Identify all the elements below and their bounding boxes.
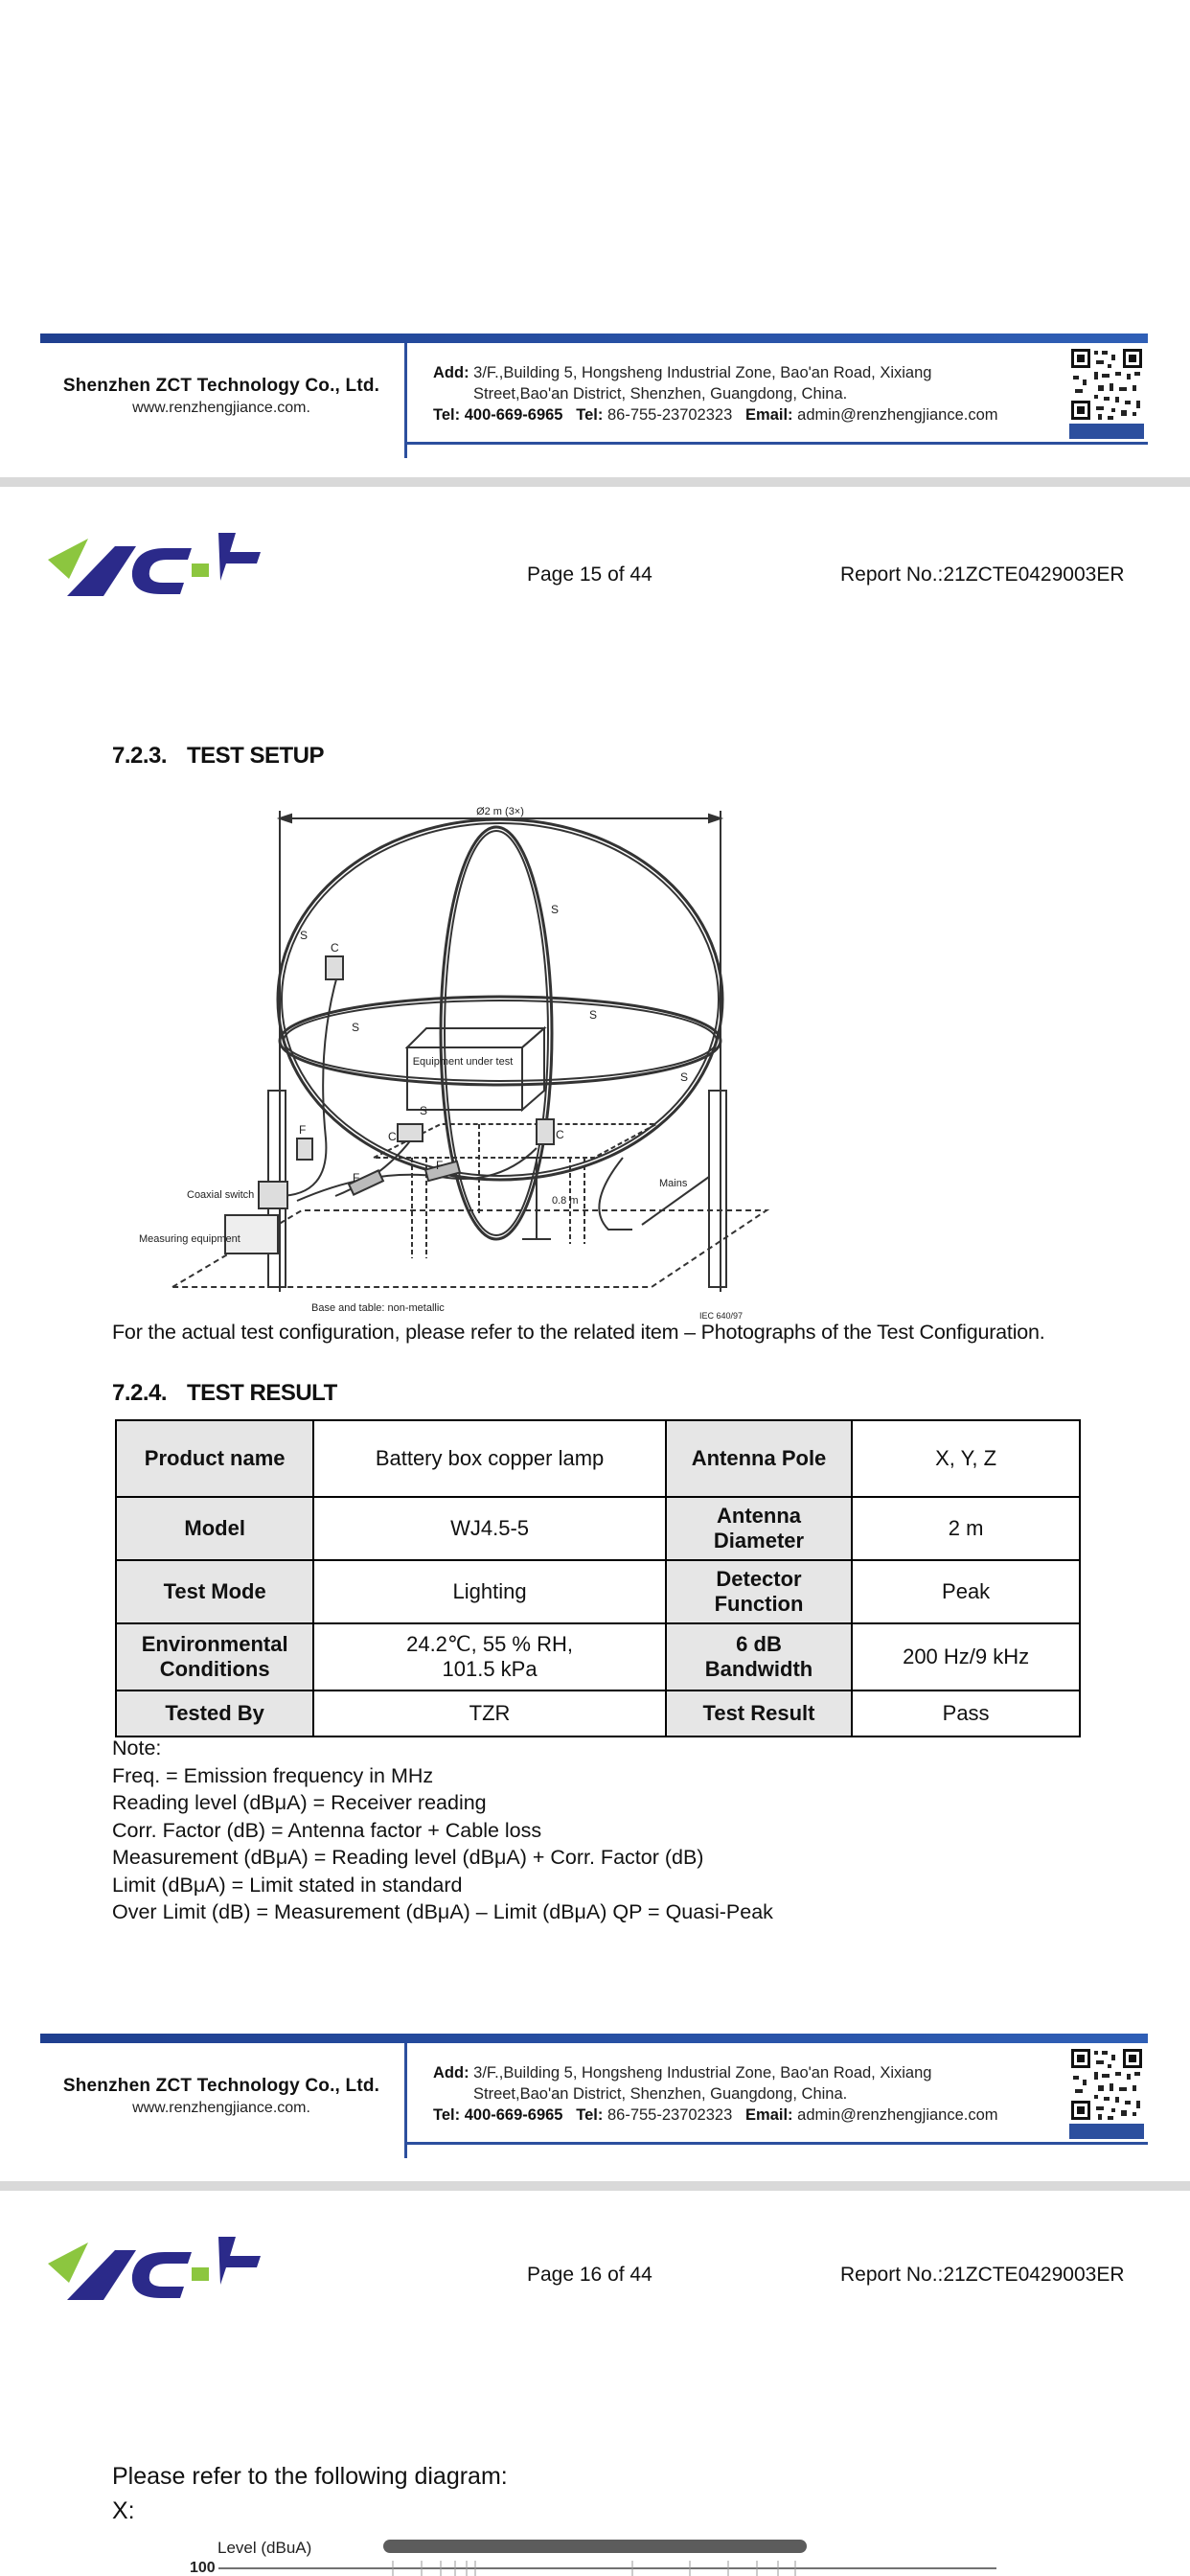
svg-text:C: C xyxy=(556,1128,564,1141)
tel-label-2: Tel: xyxy=(576,2106,604,2124)
svg-text:S: S xyxy=(589,1008,598,1022)
table-cell: Peak xyxy=(852,1560,1080,1623)
address-label: Add: xyxy=(433,2064,469,2082)
svg-text:S: S xyxy=(420,1104,428,1117)
company-name: Shenzhen ZCT Technology Co., Ltd. xyxy=(62,2076,380,2096)
section-number: 7.2.4. xyxy=(112,1380,168,1406)
note-line: Reading level (dBμA) = Receiver reading xyxy=(112,1791,487,1814)
measuring-equipment-label: Measuring equipment xyxy=(139,1233,240,1245)
zct-logo-icon xyxy=(48,525,263,613)
tel-2: 86-755-23702323 xyxy=(606,2106,733,2124)
table-cell: X, Y, Z xyxy=(852,1420,1080,1497)
page-footer xyxy=(40,2034,1148,2158)
test-setup-heading xyxy=(112,743,324,770)
home-indicator[interactable] xyxy=(383,2540,807,2553)
table-cell: 2 m xyxy=(852,1497,1080,1560)
table-cell: Battery box copper lamp xyxy=(313,1420,665,1497)
note-line: Corr. Factor (dB) = Antenna factor + Cable loss xyxy=(112,1818,542,1842)
table-cell: 24.2℃, 55 % RH, 101.5 kPa xyxy=(313,1623,665,1690)
base-label: Base and table: non-metallic xyxy=(311,1302,445,1314)
mains-label: Mains xyxy=(659,1178,688,1189)
table-row xyxy=(116,1420,1080,1497)
email: admin@renzhengjiance.com xyxy=(797,406,998,424)
report-number: Report No.:21ZCTE0429003ER xyxy=(840,2264,1125,2286)
table-cell: 200 Hz/9 kHz xyxy=(852,1623,1080,1690)
table-row xyxy=(116,1623,1080,1690)
footer-top-bar xyxy=(40,2034,1148,2043)
axis-x-label: X: xyxy=(112,2497,135,2524)
svg-text:C: C xyxy=(388,1130,397,1143)
footer-bottom-bar xyxy=(404,442,1148,445)
qr-code-icon xyxy=(1069,347,1144,439)
table-row xyxy=(116,1690,1080,1736)
table-cell: TZR xyxy=(313,1690,665,1736)
email-label: Email: xyxy=(745,406,793,424)
test-setup-diagram xyxy=(134,794,939,1330)
svg-text:S: S xyxy=(551,903,560,916)
table-cell: Test Mode xyxy=(116,1560,313,1623)
table-cell: 6 dB Bandwidth xyxy=(666,1623,852,1690)
footer-divider xyxy=(404,343,407,458)
address-line-1: 3/F.,Building 5, Hongsheng Industrial Zone, Bao'an Road, Xixiang xyxy=(473,364,932,381)
table-cell: Tested By xyxy=(116,1690,313,1736)
setup-note: For the actual test configuration, please refer to the related item – Photographs of the Test Configuration. xyxy=(112,1321,1045,1344)
footer-top-bar xyxy=(40,334,1148,343)
table-cell: Product name xyxy=(116,1420,313,1497)
chart-ymax: 100 xyxy=(190,2560,216,2576)
footer-contact xyxy=(433,2062,1104,2126)
qr-code-icon xyxy=(1069,2047,1144,2139)
footer-bottom-bar xyxy=(404,2142,1148,2145)
test-result-table xyxy=(115,1419,1081,1737)
svg-text:S: S xyxy=(680,1070,689,1084)
notes-block xyxy=(112,1735,773,1926)
note-line: Limit (dBμA) = Limit stated in standard xyxy=(112,1873,463,1897)
note-line: Freq. = Emission frequency in MHz xyxy=(112,1763,434,1787)
footer-contact xyxy=(433,362,1104,426)
table-cell: Model xyxy=(116,1497,313,1560)
page-14-bottom xyxy=(0,0,1190,477)
section-title: TEST SETUP xyxy=(187,743,325,769)
zct-logo-icon xyxy=(48,2229,263,2317)
address-line-1: 3/F.,Building 5, Hongsheng Industrial Zone, Bao'an Road, Xixiang xyxy=(473,2064,932,2082)
note-line: Over Limit (dB) = Measurement (dBμA) – Limit (dBμA) QP = Quasi-Peak xyxy=(112,1900,773,1923)
company-website: www.renzhengjiance.com. xyxy=(132,2100,310,2116)
table-row xyxy=(116,1497,1080,1560)
section-title: TEST RESULT xyxy=(187,1380,337,1406)
company-name: Shenzhen ZCT Technology Co., Ltd. xyxy=(62,376,380,396)
page-number: Page 15 of 44 xyxy=(527,564,652,586)
table-cell: Lighting xyxy=(313,1560,665,1623)
tel-label: Tel: xyxy=(433,406,461,424)
svg-text:S: S xyxy=(352,1021,360,1034)
address-line-2: Street,Bao'an District, Shenzhen, Guangdong, China. xyxy=(473,385,848,402)
report-number: Report No.:21ZCTE0429003ER xyxy=(840,564,1125,586)
address-line-2: Street,Bao'an District, Shenzhen, Guangdong, China. xyxy=(473,2085,848,2103)
table-cell: Antenna Pole xyxy=(666,1420,852,1497)
page-16 xyxy=(0,2191,1190,2576)
eut-label: Equipment under test xyxy=(412,1056,514,1068)
chart-ylabel: Level (dBuA) xyxy=(217,2539,312,2557)
table-cell: Antenna Diameter xyxy=(666,1497,852,1560)
svg-text:C: C xyxy=(331,941,339,954)
page-number: Page 16 of 44 xyxy=(527,2264,652,2286)
table-row xyxy=(116,1560,1080,1623)
note-line: Measurement (dBμA) = Reading level (dBμA) + Corr. Factor (dB) xyxy=(112,1846,704,1869)
svg-text:F: F xyxy=(353,1171,360,1184)
tel-label-2: Tel: xyxy=(576,406,604,424)
note-line: Note: xyxy=(112,1736,162,1760)
page-footer xyxy=(40,334,1148,458)
coaxial-switch-label: Coaxial switch xyxy=(187,1189,255,1201)
tel-label: Tel: xyxy=(433,2106,461,2124)
tel-2: 86-755-23702323 xyxy=(606,406,733,424)
table-cell: Detector Function xyxy=(666,1560,852,1623)
diagram-intro: Please refer to the following diagram: xyxy=(112,2463,508,2490)
address-label: Add: xyxy=(433,364,469,381)
svg-text:F: F xyxy=(299,1123,307,1137)
section-number: 7.2.3. xyxy=(112,743,168,769)
tel-1: 400-669-6965 xyxy=(464,406,563,424)
tel-1: 400-669-6965 xyxy=(464,2106,563,2124)
table-cell: WJ4.5-5 xyxy=(313,1497,665,1560)
email-label: Email: xyxy=(745,2106,793,2124)
diameter-label: Ø2 m (3×) xyxy=(476,806,524,817)
table-cell: Test Result xyxy=(666,1690,852,1736)
footer-company xyxy=(44,376,399,417)
footer-divider xyxy=(404,2043,407,2158)
svg-text:S: S xyxy=(300,929,309,942)
table-cell: Pass xyxy=(852,1690,1080,1736)
figure-source: IEC 640/97 xyxy=(699,1311,744,1321)
height-label: 0.8 m xyxy=(552,1195,579,1207)
footer-company xyxy=(44,2076,399,2117)
email: admin@renzhengjiance.com xyxy=(797,2106,998,2124)
table-cell: Environmental Conditions xyxy=(116,1623,313,1690)
company-website: www.renzhengjiance.com. xyxy=(132,400,310,416)
svg-text:F: F xyxy=(436,1159,444,1172)
page-15 xyxy=(0,487,1190,2181)
test-result-heading xyxy=(112,1380,337,1407)
